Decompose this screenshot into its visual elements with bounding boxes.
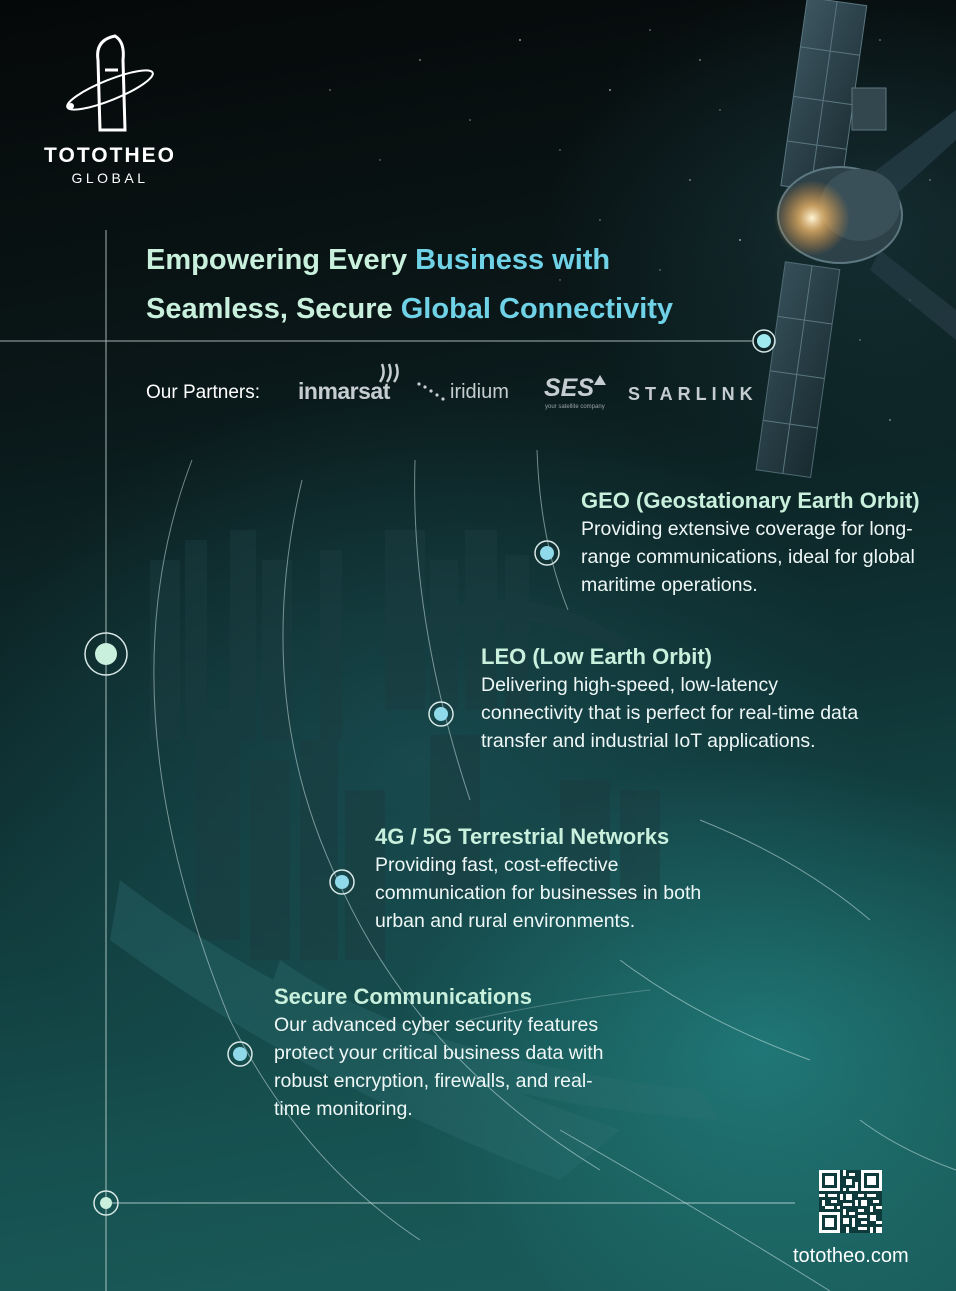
- brand-logo-icon: [65, 30, 155, 138]
- feature-geo-text: Providing extensive coverage for long-range communications, ideal for global maritime operations.: [581, 518, 915, 596]
- page-title: [146, 236, 673, 334]
- partner-logo-iridium: iridium: [450, 381, 509, 403]
- feature-terrestrial: [375, 823, 715, 935]
- feature-geo: [581, 487, 941, 599]
- headline-line2-b: Global Connectivity: [400, 293, 674, 325]
- feature-leo: [481, 643, 861, 755]
- partner-logo-ses: SES: [544, 374, 595, 402]
- iridium-dots-icon: [416, 380, 448, 402]
- partner-ses-tagline: your satellite company: [545, 404, 605, 410]
- qr-code-icon[interactable]: [819, 1170, 882, 1233]
- headline-line2-a: Seamless, Secure: [146, 293, 401, 325]
- brand-sub: GLOBAL: [71, 170, 149, 186]
- inmarsat-waves-icon: [374, 362, 404, 386]
- partner-logo-inmarsat: inmarsat: [298, 378, 390, 404]
- feature-leo-text: Delivering high-speed, low-latency connectivity that is perfect for real-time data transfer and industrial IoT applications.: [481, 674, 859, 752]
- partner-logo-starlink: STARLINK: [628, 384, 758, 404]
- feature-security: [274, 983, 624, 1123]
- feature-security-title: Secure Communications: [274, 984, 532, 1009]
- feature-geo-title: GEO (Geostationary Earth Orbit): [581, 488, 920, 513]
- brand-name: TOTOTHEO: [44, 144, 176, 167]
- feature-security-text: Our advanced cyber security features protect your critical business data with robust encryption, firewalls, and real-time monitoring.: [274, 1014, 604, 1120]
- headline-line1-a: Empowering Every: [146, 244, 416, 276]
- feature-terrestrial-title: 4G / 5G Terrestrial Networks: [375, 824, 670, 849]
- brand-logo[interactable]: [40, 30, 180, 186]
- website-link[interactable]: tototheo.com: [793, 1245, 909, 1267]
- feature-terrestrial-text: Providing fast, cost-effective communication for businesses in both urban and rural environments.: [375, 854, 702, 932]
- headline-line1-b: Business with: [415, 244, 611, 276]
- feature-leo-title: LEO (Low Earth Orbit): [481, 644, 712, 669]
- ses-triangle-icon: [594, 375, 606, 385]
- partners-label: Our Partners:: [146, 382, 261, 403]
- satellite-image: [741, 0, 956, 477]
